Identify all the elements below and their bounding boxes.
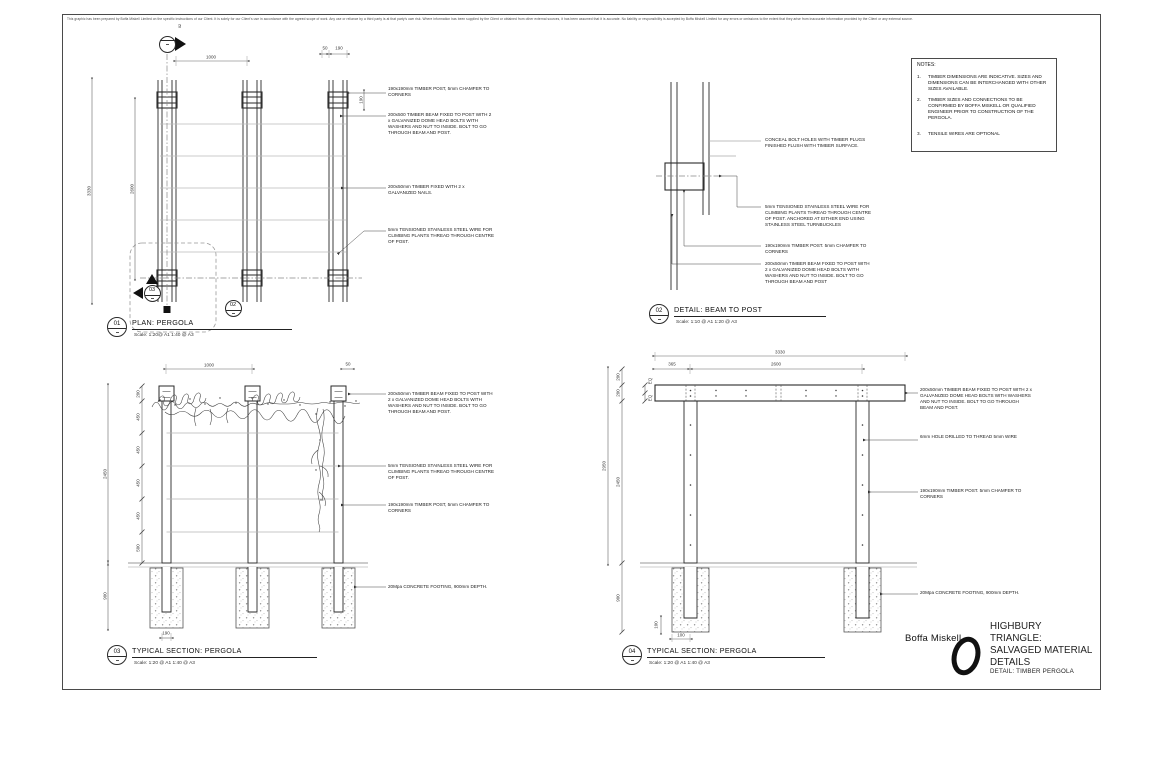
- s04-dim-beam-b: 200: [615, 389, 621, 397]
- plan-dim-postw: 190: [335, 45, 343, 51]
- note-text: TIMBER DIMENSIONS ARE INDICATIVE. SIZES AND DIMENSIONS CAN BE INTERCHANGED WITH OTHER SIZES AVAILABLE.: [928, 74, 1047, 92]
- s03-dim-overall: 2450: [102, 468, 108, 480]
- s04-dim-post-h: 2450: [615, 476, 621, 488]
- detail-annotation: 200x50mm TIMBER BEAM FIXED TO POST WITH 2 x GALVANIZED DOME HEAD BOLTS WITH WASHERS AND NUT TO INSIDE. BOLT TO GO THROUGH BEAM AND POST: [765, 261, 870, 285]
- plan-linework: [92, 37, 386, 332]
- detail-title-bubble: 02: [649, 304, 669, 324]
- disclaimer-text: This graphic has been prepared by Boffa Miskell Limited on the specific instructions of our Client. It is solely for our Client's use in accordance with the agreed scope of work. Any use or reliance by a third party is at that party's own risk. Where information has been supplied by the Client or obtained from other external sources, it has been assumed that it is accurate. No liability or responsibility is accepted by Boffa Miskell Limited for any errors or omissions to the extent that they arise from inaccurate information provided by the Client or any external source.: [67, 17, 913, 21]
- plan-dim-span: 1000: [205, 54, 217, 60]
- plan-top-section-marker: [159, 36, 176, 53]
- s04-dim-cover: 100: [677, 632, 685, 638]
- s04-title-bubble: 04: [622, 645, 642, 665]
- plan-annotation: 190x190mm TIMBER POST, 5mm CHAMFER TO CORNERS: [388, 86, 490, 98]
- s03-chain-dim: 450: [135, 446, 141, 454]
- detail-annotation: 5mm TENSIONED STAINLESS STEEL WIRE FOR CLIMBING PLANTS THREAD THROUGH CENTRE OF POST. ANCHORED AT EITHER END USING STAINLESS STEEL TURNBUCKLES: [765, 204, 872, 228]
- plan-title: PLAN: PERGOLA: [132, 318, 292, 330]
- s03-dim-footing: 900: [102, 592, 108, 600]
- plan-annotation: 200x500 TIMBER BEAM FIXED TO POST WITH 2 x GALVANIZED DOME HEAD BOLTS WITH WASHERS AND NUT TO INSIDE. BOLT TO GO THROUGH BEAM AND POST.: [388, 112, 492, 136]
- s04-annotation: 20Mpa CONCRETE FOOTING, 900mm DEPTH.: [920, 590, 1020, 595]
- plan-dim-gap: 50: [322, 45, 328, 51]
- detail-linework: [656, 82, 761, 290]
- s03-scale: Scale: 1:20 @ A1 1:40 @ A3: [134, 661, 195, 666]
- detail-annotation: 190x190mm TIMBER POST. 5mm CHAMFER TO CORNERS: [765, 243, 867, 255]
- sheet-subtitle: DETAIL: TIMBER PERGOLA: [990, 668, 1074, 675]
- s04-dim-eq: EQ: [647, 377, 653, 385]
- s03-chain-dim: 450: [135, 512, 141, 520]
- brand-wordmark: Boffa Miskell: [905, 633, 962, 644]
- section04-linework: [608, 349, 918, 642]
- s04-scale: Scale: 1:20 @ A1 1:40 @ A3: [649, 661, 710, 666]
- s04-dim-overall-w: 3330: [774, 349, 786, 355]
- plan-dim-inner: 2600: [129, 183, 135, 195]
- s03-chain-dim: 200: [135, 390, 141, 398]
- note-text: TENSILE WIRES ARE OPTIONAL: [928, 131, 1000, 136]
- s04-dim-span: 2600: [770, 361, 782, 367]
- s04-dim-embed: 100: [653, 621, 659, 629]
- s03-chain-dim: 500: [135, 544, 141, 552]
- s04-annotation: 6mm HOLE DRILLED TO THREAD 5mm WIRE: [920, 434, 1017, 439]
- detail-annotation: CONCEAL BOLT HOLES WITH TIMBER PLUGS FINISHED FLUSH WITH TIMBER SURFACE.: [765, 137, 866, 149]
- plan-title-bubble: 01: [107, 317, 127, 337]
- plan-scale: Scale: 1:20@ A1 1:40 @ A3: [134, 333, 194, 338]
- plan-annotation: 5mm TENSIONED STAINLESS STEEL WIRE FOR CLIMBING PLANTS THREAD THROUGH CENTRE OF POST.: [388, 227, 495, 245]
- note-text: TIMBER SIZES AND CONNECTIONS TO BE CONFIRMED BY BOFFA MISKELL OR QUALIFIED ENGINEER PRIOR TO CONSTRUCTION OF THE PERGOLA.: [928, 97, 1036, 121]
- s04-annotation: 190x190mm TIMBER POST. 5mm CHAMFER TO CORNERS: [920, 488, 1022, 500]
- s03-chain-dim: 450: [135, 479, 141, 487]
- section03-linework: [108, 361, 386, 641]
- s04-dim-left-off: 365: [668, 361, 676, 367]
- s04-title: TYPICAL SECTION: PERGOLA: [647, 646, 825, 658]
- notes-title: NOTES:: [917, 62, 936, 68]
- detail-title: DETAIL: BEAM TO POST: [674, 305, 826, 317]
- s04-annotation: 200x50mm TIMBER BEAM FIXED TO POST WITH 2 x GALVANIZED DOME HEAD BOLTS WITH WASHERS AND NUT TO INSIDE. BOLT TO GO THROUGH BEAM AND POST.: [920, 387, 1032, 411]
- sheet-title: HIGHBURY TRIANGLE: SALVAGED MATERIAL DETAILS: [990, 621, 1092, 668]
- note-number: 3.: [917, 131, 921, 136]
- s04-dim-footing: 900: [615, 594, 621, 602]
- s03-annotation: 190x190mm TIMBER POST, 5mm CHAMFER TO CORNERS: [388, 502, 490, 514]
- s03-annotation: 20Mpa CONCRETE FOOTING, 900mm DEPTH.: [388, 584, 488, 589]
- s03-chain-dim: 450: [135, 413, 141, 421]
- detail-scale: Scale: 1:10 @ A1 1:20 @ A3: [676, 320, 737, 325]
- plan-detail-marker: 03: [144, 285, 161, 302]
- s04-dim-eq: EQ: [647, 394, 653, 402]
- s04-dim-beam-a: 200: [615, 373, 621, 381]
- plan-dim-overall: 3330: [86, 185, 92, 197]
- s03-annotation: 200x50mm TIMBER BEAM FIXED TO POST WITH 2 x GALVANIZED DOME HEAD BOLTS WITH WASHERS AND NUT TO INSIDE. BOLT TO GO THROUGH BEAM AND POST.: [388, 391, 493, 415]
- s03-dim-span: 1000: [203, 362, 215, 368]
- s03-title-bubble: 03: [107, 645, 127, 665]
- s04-dim-overall-h: 2950: [601, 460, 607, 472]
- s03-title: TYPICAL SECTION: PERGOLA: [132, 646, 317, 658]
- plan-top-marker-label: 02: [178, 24, 182, 28]
- plan-annotation: 200x50mm TIMBER FIXED WITH 2 x GALVANIZED NAILS.: [388, 184, 465, 196]
- s03-dim-gap: 50: [345, 361, 351, 367]
- s03-annotation: 5mm TENSIONED STAINLESS STEEL WIRE FOR CLIMBING PLANTS THREAD THROUGH CENTRE OF POST.: [388, 463, 495, 481]
- note-number: 1.: [917, 74, 921, 79]
- plan-section-marker: 02: [225, 300, 242, 317]
- plan-dim-postside: 190: [358, 96, 364, 104]
- note-number: 2.: [917, 97, 921, 102]
- s03-dim-postw: 190: [162, 630, 170, 636]
